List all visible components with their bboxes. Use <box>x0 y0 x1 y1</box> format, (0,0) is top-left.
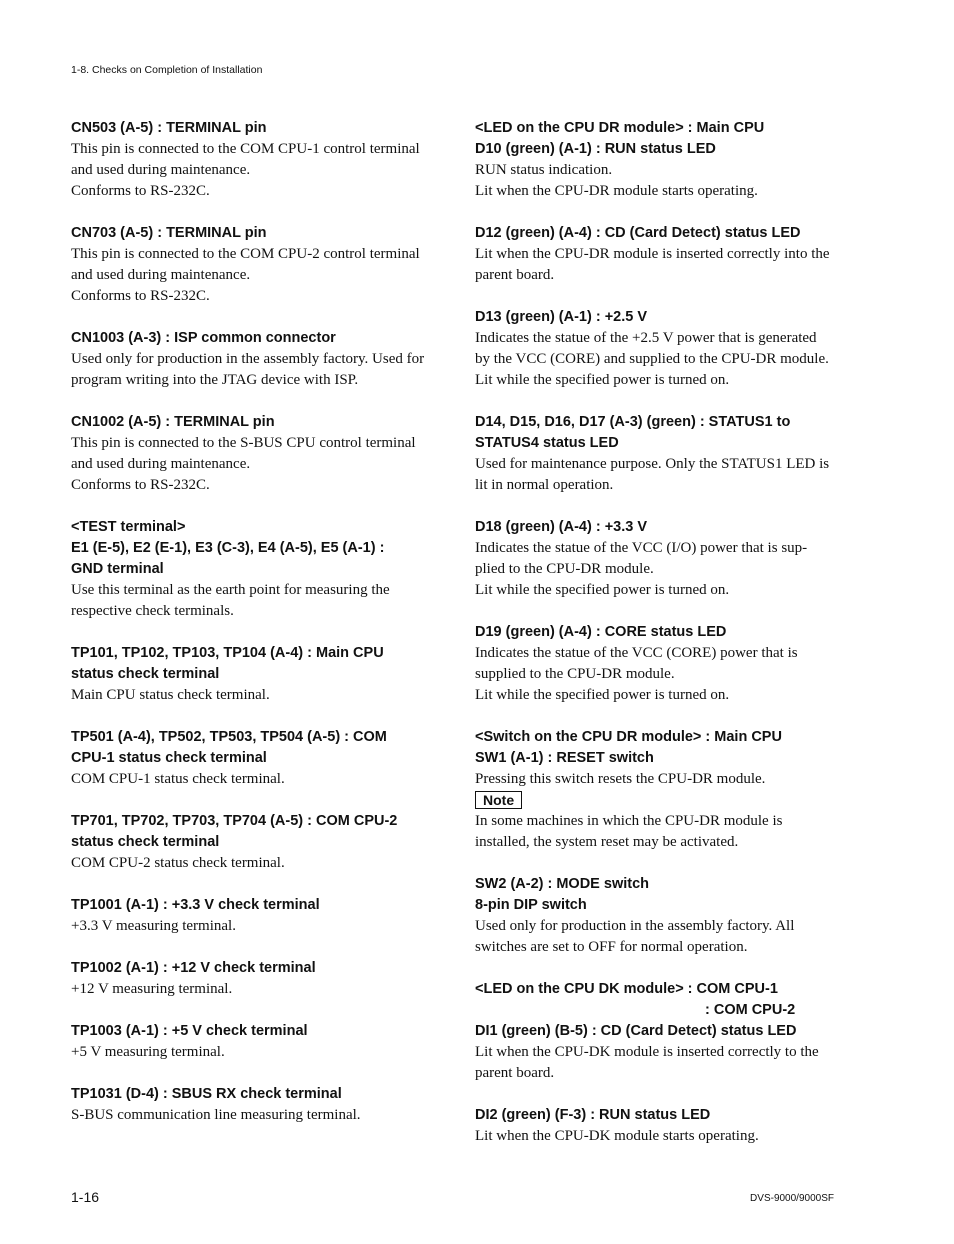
section-body: COM CPU-2 status check terminal. <box>71 855 285 871</box>
section-heading: CN703 (A-5) : TERMINAL pin <box>71 225 267 241</box>
section-heading: SW1 (A-1) : RESET switch <box>475 750 654 766</box>
section-body: Conforms to RS-232C. <box>71 288 210 304</box>
section-right-3 <box>475 307 855 391</box>
section-body: plied to the CPU-DR module. <box>475 561 654 577</box>
section-right-5 <box>475 517 855 601</box>
section-body: lit in normal operation. <box>475 477 614 493</box>
section-heading: TP701, TP702, TP703, TP704 (A-5) : COM CPU-2 <box>71 813 398 829</box>
section-heading: D18 (green) (A-4) : +3.3 V <box>475 519 648 535</box>
section-heading: DI1 (green) (B-5) : CD (Card Detect) status LED <box>475 1023 797 1039</box>
section-body: supplied to the CPU-DR module. <box>475 666 675 682</box>
section-heading: CN503 (A-5) : TERMINAL pin <box>71 120 267 136</box>
section-body: This pin is connected to the S-BUS CPU control terminal <box>71 435 416 451</box>
section-body: Use this terminal as the earth point for measuring the <box>71 582 390 598</box>
section-right-4 <box>475 412 855 496</box>
section-body: respective check terminals. <box>71 603 234 619</box>
section-body: +5 V measuring terminal. <box>71 1044 225 1060</box>
section-body: Used only for production in the assembly factory. All <box>475 918 795 934</box>
section-body: +12 V measuring terminal. <box>71 981 233 997</box>
running-header: 1-8. Checks on Completion of Installation <box>71 64 263 76</box>
section-body: RUN status indication. <box>475 162 613 178</box>
section-heading: TP501 (A-4), TP502, TP503, TP504 (A-5) : COM <box>71 729 387 745</box>
section-right-8 <box>475 874 855 958</box>
section-right-7 <box>475 727 855 853</box>
right-column <box>475 118 855 1168</box>
left-column <box>71 118 446 1147</box>
section-heading: TP1001 (A-1) : +3.3 V check terminal <box>71 897 320 913</box>
section-body: This pin is connected to the COM CPU-1 control terminal <box>71 141 420 157</box>
section-body: Lit when the CPU-DR module starts operating. <box>475 183 758 199</box>
section-left-8 <box>71 811 446 874</box>
section-right-9 <box>475 979 855 1084</box>
section-left-12 <box>71 1084 446 1126</box>
note-body: installed, the system reset may be activated. <box>475 834 739 850</box>
section-right-10 <box>475 1105 855 1147</box>
section-heading: D10 (green) (A-1) : RUN status LED <box>475 141 716 157</box>
section-body: S-BUS communication line measuring terminal. <box>71 1107 361 1123</box>
section-heading-text: : COM CPU-2 <box>705 1002 796 1018</box>
section-heading: D19 (green) (A-4) : CORE status LED <box>475 624 727 640</box>
section-left-6 <box>71 643 446 706</box>
section-body: Used only for production in the assembly factory. Used for <box>71 351 425 367</box>
note-label: Note <box>475 791 522 809</box>
section-body: by the VCC (CORE) and supplied to the CPU-DR module. <box>475 351 829 367</box>
section-left-2 <box>71 223 446 307</box>
section-left-11 <box>71 1021 446 1063</box>
section-heading: SW2 (A-2) : MODE switch <box>475 876 650 892</box>
section-heading: <LED on the CPU DK module> : COM CPU-1 <box>475 981 778 997</box>
section-body: COM CPU-1 status check terminal. <box>71 771 285 787</box>
section-heading: <TEST terminal> <box>71 519 186 535</box>
section-heading: E1 (E-5), E2 (E-1), E3 (C-3), E4 (A-5), E5 (A-1) : <box>71 540 385 556</box>
section-heading: CN1003 (A-3) : ISP common connector <box>71 330 336 346</box>
section-body: switches are set to OFF for normal operation. <box>475 939 748 955</box>
section-left-10 <box>71 958 446 1000</box>
section-body: Conforms to RS-232C. <box>71 183 210 199</box>
section-heading: status check terminal <box>71 666 220 682</box>
model-name: DVS-9000/9000SF <box>750 1193 834 1204</box>
section-left-7 <box>71 727 446 790</box>
section-heading: CN1002 (A-5) : TERMINAL pin <box>71 414 275 430</box>
section-body: Lit while the specified power is turned on. <box>475 582 730 598</box>
section-right-2 <box>475 223 855 286</box>
section-right-1 <box>475 118 855 202</box>
page-number: 1-16 <box>71 1189 100 1205</box>
section-heading: D14, D15, D16, D17 (A-3) (green) : STATUS1 to <box>475 414 791 430</box>
section-heading: <LED on the CPU DR module> : Main CPU <box>475 120 765 136</box>
section-body: program writing into the JTAG device with ISP. <box>71 372 359 388</box>
section-body: Main CPU status check terminal. <box>71 687 270 703</box>
section-body: Lit when the CPU-DK module is inserted correctly to the <box>475 1044 819 1060</box>
section-heading: GND terminal <box>71 561 164 577</box>
section-body: Conforms to RS-232C. <box>71 477 210 493</box>
section-left-4 <box>71 412 446 496</box>
section-heading: TP101, TP102, TP103, TP104 (A-4) : Main CPU <box>71 645 384 661</box>
section-right-6 <box>475 622 855 706</box>
section-left-5 <box>71 517 446 622</box>
section-body: Lit when the CPU-DR module is inserted correctly into the <box>475 246 830 262</box>
section-body: and used during maintenance. <box>71 267 251 283</box>
section-heading: TP1031 (D-4) : SBUS RX check terminal <box>71 1086 342 1102</box>
section-body: Indicates the statue of the VCC (I/O) power that is sup- <box>475 540 808 556</box>
section-heading: DI2 (green) (F-3) : RUN status LED <box>475 1107 711 1123</box>
section-body: and used during maintenance. <box>71 456 251 472</box>
section-heading: status check terminal <box>71 834 220 850</box>
section-body: Lit when the CPU-DK module starts operating. <box>475 1128 759 1144</box>
section-left-1 <box>71 118 446 202</box>
section-heading: D12 (green) (A-4) : CD (Card Detect) status LED <box>475 225 801 241</box>
section-heading: D13 (green) (A-1) : +2.5 V <box>475 309 648 325</box>
section-body: Used for maintenance purpose. Only the STATUS1 LED is <box>475 456 830 472</box>
section-body: and used during maintenance. <box>71 162 251 178</box>
section-heading: CPU-1 status check terminal <box>71 750 267 766</box>
section-body: Lit while the specified power is turned on. <box>475 372 730 388</box>
section-heading <box>475 1000 855 1021</box>
section-left-9 <box>71 895 446 937</box>
section-body: This pin is connected to the COM CPU-2 control terminal <box>71 246 420 262</box>
section-body: Indicates the statue of the +2.5 V power that is generated <box>475 330 817 346</box>
section-heading: STATUS4 status LED <box>475 435 619 451</box>
section-heading: <Switch on the CPU DR module> : Main CPU <box>475 729 782 745</box>
note-body: In some machines in which the CPU-DR module is <box>475 813 783 829</box>
section-body: Indicates the statue of the VCC (CORE) power that is <box>475 645 798 661</box>
section-body: Lit while the specified power is turned on. <box>475 687 730 703</box>
section-body: Pressing this switch resets the CPU-DR module. <box>475 771 766 787</box>
section-heading: TP1002 (A-1) : +12 V check terminal <box>71 960 316 976</box>
section-body: +3.3 V measuring terminal. <box>71 918 236 934</box>
section-heading: 8-pin DIP switch <box>475 897 587 913</box>
section-left-3 <box>71 328 446 391</box>
section-heading: TP1003 (A-1) : +5 V check terminal <box>71 1023 308 1039</box>
section-body: parent board. <box>475 267 555 283</box>
section-body: parent board. <box>475 1065 555 1081</box>
